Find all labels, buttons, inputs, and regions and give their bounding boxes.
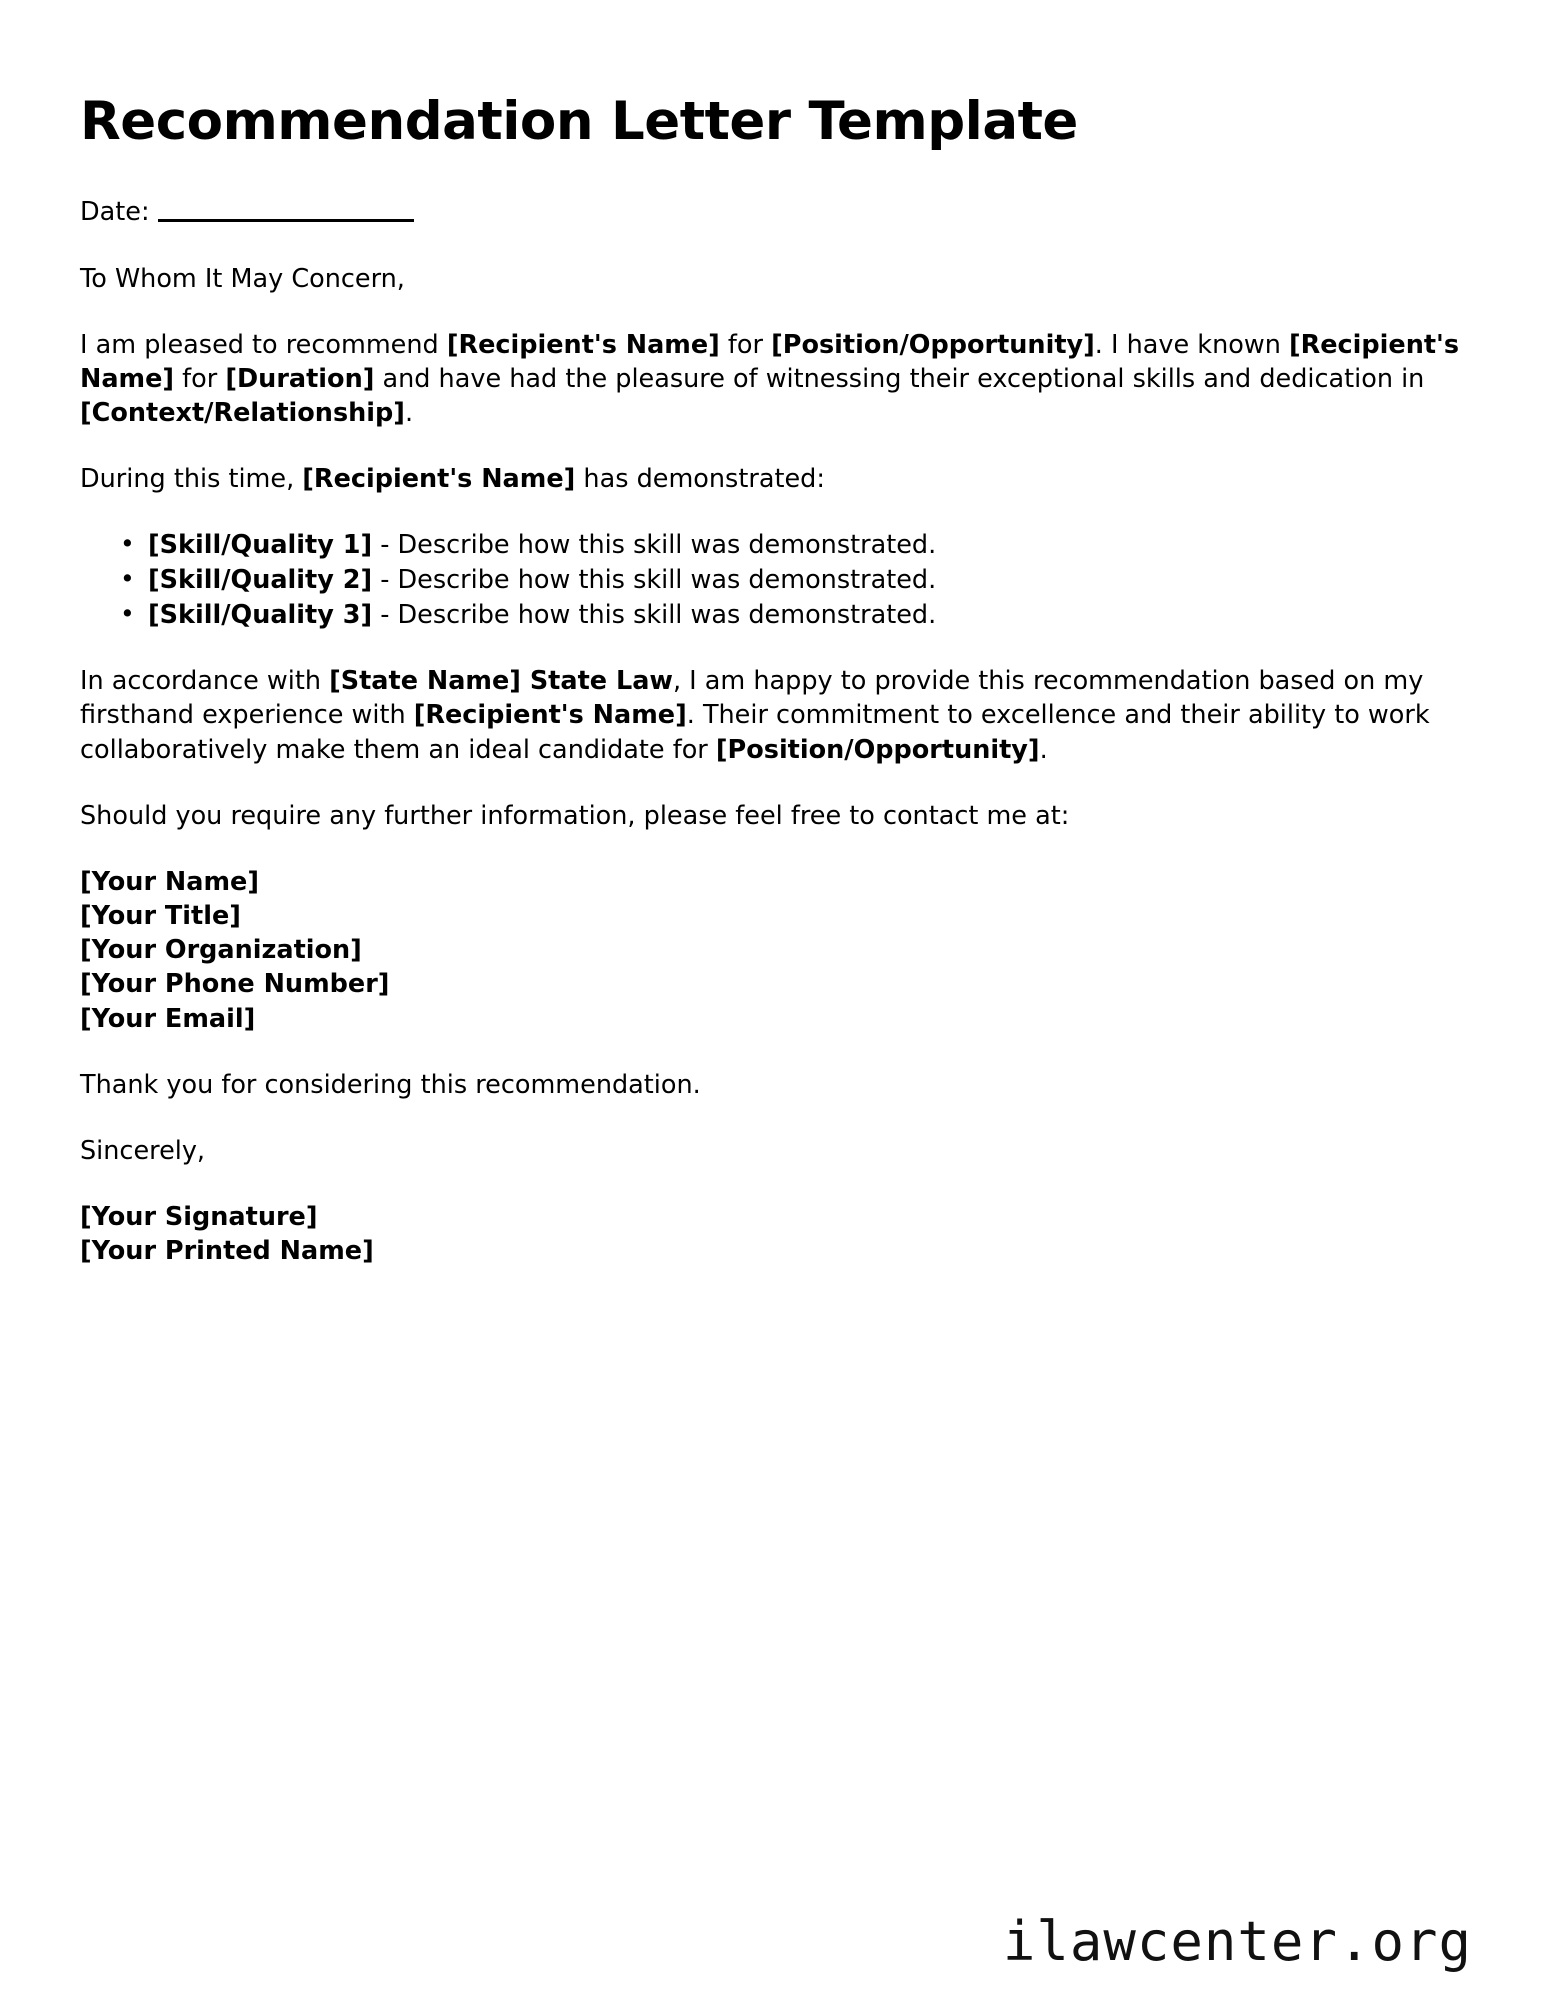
date-label: Date:: [80, 197, 150, 228]
placeholder-duration: [Duration]: [225, 363, 375, 394]
contact-your-email: [Your Email]: [80, 1003, 256, 1034]
signature-block: [80, 1200, 1462, 1268]
placeholder-position-2: [Position/Opportunity]: [715, 734, 1040, 765]
contact-your-organization: [Your Organization]: [80, 935, 362, 966]
closing-line: Sincerely,: [80, 1135, 206, 1166]
thank-you-line: Thank you for considering this recommendation.: [80, 1069, 701, 1100]
accordance-paragraph: [80, 664, 1462, 766]
printed-name-placeholder: [Your Printed Name]: [80, 1236, 374, 1267]
accordance-seg-1: In accordance with: [80, 666, 330, 697]
intro-paragraph: [80, 328, 1462, 430]
demonstrated-seg-1: During this time,: [80, 464, 303, 495]
skills-list: [80, 528, 1462, 632]
intro-seg-1: I am pleased to recommend: [80, 329, 447, 360]
placeholder-recipient-name-3: [Recipient's Name]: [302, 464, 576, 495]
contact-block: [80, 865, 1462, 1036]
intro-seg-5: and have had the pleasure of witnessing their exceptional skills and dedication in: [374, 363, 1425, 394]
intro-seg-4: for: [174, 363, 226, 394]
intro-seg-2: for: [719, 329, 772, 360]
skill-description: - Describe how this skill was demonstrated.: [372, 599, 937, 630]
skill-placeholder: [Skill/Quality 3]: [148, 599, 373, 630]
skill-description: - Describe how this skill was demonstrated.: [372, 530, 937, 561]
list-item: [148, 598, 1462, 633]
placeholder-recipient-name-2: [Recipient's Name]: [80, 329, 1460, 394]
signature-placeholder: [Your Signature]: [80, 1202, 318, 1233]
footer-watermark: ilawcenter.org: [1002, 1910, 1472, 1973]
contact-your-name: [Your Name]: [80, 866, 259, 897]
demonstrated-seg-2: has demonstrated:: [575, 464, 825, 495]
placeholder-context-relationship: [Context/Relationship]: [80, 397, 405, 428]
list-item: [148, 563, 1462, 598]
accordance-seg-2: , I am happy to provide this recommendation based on my firsthand experience with: [80, 666, 1424, 731]
accordance-seg-3: . Their commitment to excellence and their ability to work collaboratively make them an ideal candidate for: [80, 700, 1430, 765]
document-content: [80, 92, 1462, 1268]
list-item: [148, 528, 1462, 563]
page-title: Recommendation Letter Template: [80, 91, 1078, 152]
contact-your-title: [Your Title]: [80, 901, 241, 932]
placeholder-recipient-name-4: [Recipient's Name]: [413, 700, 687, 731]
skill-placeholder: [Skill/Quality 1]: [148, 530, 373, 561]
accordance-seg-4: .: [1039, 734, 1048, 765]
date-line: [80, 195, 1462, 229]
placeholder-recipient-name-1: [Recipient's Name]: [446, 329, 720, 360]
placeholder-position-1: [Position/Opportunity]: [771, 329, 1095, 360]
date-blank-field[interactable]: [158, 201, 414, 222]
intro-seg-6: .: [404, 397, 414, 428]
demonstrated-lead-in: [80, 462, 1462, 496]
salutation: To Whom It May Concern,: [80, 263, 405, 294]
skill-description: - Describe how this skill was demonstrated.: [372, 564, 937, 595]
skill-placeholder: [Skill/Quality 2]: [148, 564, 373, 595]
placeholder-state-law: [State Name] State Law: [329, 666, 673, 697]
contact-your-phone: [Your Phone Number]: [80, 969, 390, 1000]
contact-intro: Should you require any further information, please feel free to contact me at:: [80, 800, 1070, 831]
intro-seg-3: . I have known: [1094, 329, 1289, 360]
